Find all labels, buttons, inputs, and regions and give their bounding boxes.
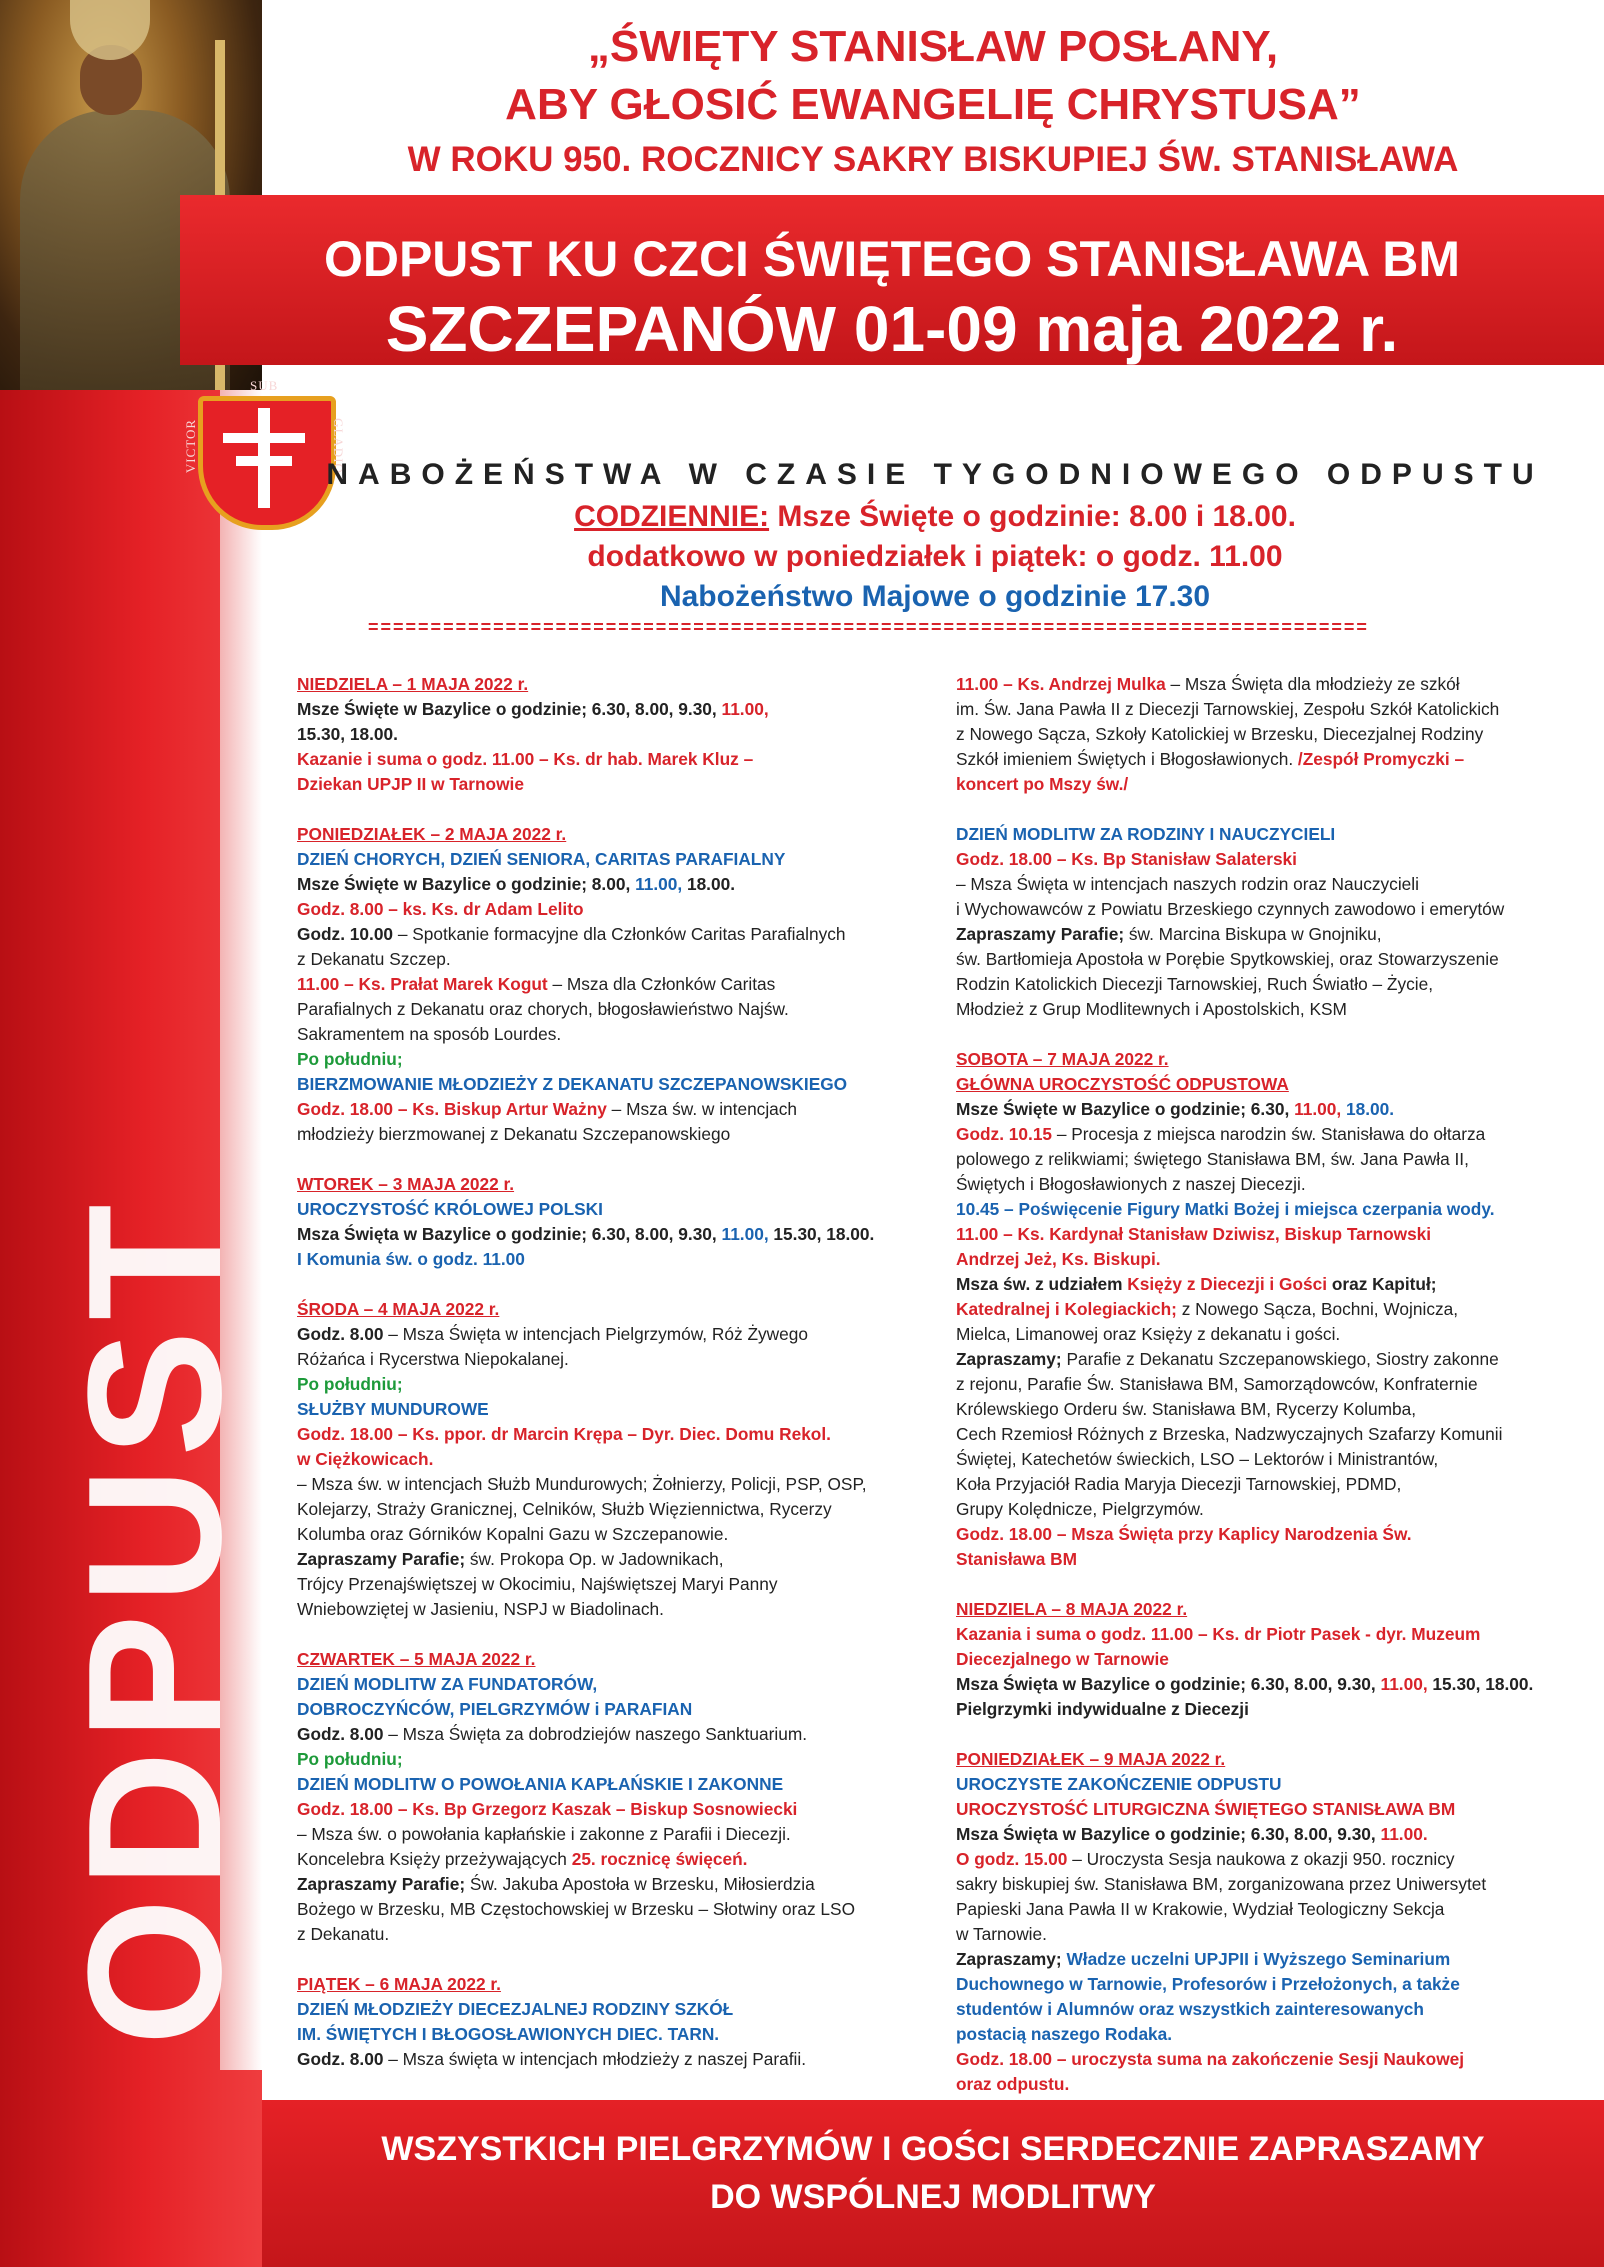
event-time: Godz. 8.00 [297, 1324, 384, 1344]
services-title: NABOŻEŃSTWA W CZASIE TYGODNIOWEGO ODPUSTU [326, 458, 1544, 491]
invite-text-cont: Trójcy Przenajświętszej w Okocimiu, Najświętszej Maryi Panny [297, 1574, 778, 1594]
concert-note-cont: koncert po Mszy św./ [956, 774, 1129, 794]
footer-invite-line-1: WSZYSTKICH PIELGRZYMÓW I GOŚCI SERDECZNIE ZAPRASZAMY [381, 2130, 1485, 2168]
invite-text-cont: studentów i Alumnów oraz wszystkich zainteresowanych [956, 1999, 1424, 2019]
masses-end: 15.30, 18.00. [297, 724, 398, 744]
day-block-sunday-8 [956, 1597, 1576, 1722]
masses-highlight: 11.00, [721, 699, 769, 719]
event-text: – Msza święta w intencjach młodzieży z naszej Parafii. [383, 2049, 807, 2069]
day-theme: UROCZYSTE ZAKOŃCZENIE ODPUSTU [956, 1774, 1282, 1794]
event-text: – Msza Święta w intencjach Pielgrzymów, Róż Żywego [383, 1324, 808, 1344]
day-theme: DZIEŃ CHORYCH, DZIEŃ SENIORA, CARITAS PARAFIALNY [297, 849, 786, 869]
emblem-motto-left: VICTOR [183, 418, 199, 474]
day-heading: NIEDZIELA – 8 MAJA 2022 r. [956, 1599, 1188, 1619]
event-text: – Msza św. o powołania kapłańskie i zakonne z Parafii i Diecezji. [297, 1824, 791, 1844]
event-text-cont: Różańca i Rycerstwa Niepokalanej. [297, 1349, 569, 1369]
communion-line: I Komunia św. o godz. 11.00 [297, 1249, 525, 1269]
masses-highlight: 11.00. [1380, 1824, 1428, 1844]
event-text: Koncelebra Księży przeżywających [297, 1849, 572, 1869]
sermon-line-2: Diecezjalnego w Tarnowie [956, 1649, 1169, 1669]
schedule-right-column [956, 672, 1576, 2122]
event-text: – Msza Święta za dobrodziejów naszego Sanktuarium. [383, 1724, 808, 1744]
invite-label: Zapraszamy Parafie; [297, 1549, 466, 1569]
event-text-cont: polowego z relikwiami; świętego Stanisława BM, św. Jana Pawła II, [956, 1149, 1469, 1169]
banner-dates: SZCZEPANÓW 01-09 maja 2022 r. [385, 293, 1399, 365]
afternoon-label: Po południu; [297, 1049, 403, 1069]
day-heading: PONIEDZIAŁEK – 9 MAJA 2022 r. [956, 1749, 1226, 1769]
masses-highlight: 11.00, [721, 1224, 769, 1244]
day-heading: PIĄTEK – 6 MAJA 2022 r. [297, 1974, 501, 1994]
emblem-motto-right: GLADIO [330, 418, 346, 474]
event-text-cont: z Nowego Sącza, Szkoły Katolickiej w Brzesku, Diecezjalnej Rodziny [956, 724, 1484, 744]
painting-mitre [70, 0, 150, 60]
anniversary-highlight: 25. rocznicę święceń. [571, 1849, 748, 1869]
masses-end: 15.30, 18.00. [768, 1224, 875, 1244]
event-text: Msza św. z udziałem [956, 1274, 1128, 1294]
invite-text-cont: Duchownego w Tarnowie, Profesorów i Przełożonych, a także [956, 1974, 1460, 1994]
masses-text: Msze Święte w Bazylice o godzinie; 6.30, [956, 1099, 1295, 1119]
emblem-motto-top: SUB [250, 378, 279, 393]
masses-text: Msza Święta w Bazylice o godzinie; 6.30, 8.00, 9.30, [956, 1674, 1381, 1694]
event-text-cont: młodzieży bierzmowanej z Dekanatu Szczepanowskiego [297, 1124, 731, 1144]
evening-mass: Godz. 18.00 – Msza Święta przy Kaplicy Narodzenia Św. [956, 1524, 1412, 1544]
schedule-left-column [297, 672, 907, 2097]
heading-line-1: „ŚWIĘTY STANISŁAW POSŁANY, [587, 22, 1279, 71]
banner-title: ODPUST KU CZCI ŚWIĘTEGO STANISŁAWA BM [323, 231, 1461, 287]
masses-highlight: 11.00, [1380, 1674, 1428, 1694]
event-text: z Nowego Sącza, Bochni, Wojnicza, [1176, 1299, 1459, 1319]
heading-line-3: W ROKU 950. ROCZNICY SAKRY BISKUPIEJ ŚW. STANISŁAWA [407, 140, 1459, 179]
masses-highlight-2: 18.00. [1345, 1099, 1395, 1119]
invite-text-cont: Rodzin Katolickich Diecezji Tarnowskiej, Ruch Światło – Życie, [956, 974, 1434, 994]
emblem-cross-arm-top [223, 433, 305, 443]
day-theme: GŁÓWNA UROCZYSTOŚĆ ODPUSTOWA [956, 1074, 1289, 1094]
guests-highlight: Księży z Diecezji i Gości [1127, 1274, 1328, 1294]
day-theme-cont: DOBROCZYŃCÓW, PIELGRZYMÓW i PARAFIAN [297, 1699, 693, 1719]
invite-text-cont: Świętej, Katechetów świeckich, LSO – Lektorów i Ministrantów, [956, 1449, 1439, 1469]
day-block-wednesday-4 [297, 1297, 907, 1622]
invite-label: Zapraszamy; [956, 1349, 1062, 1369]
afternoon-label: Po południu; [297, 1374, 403, 1394]
event-celebrant: 11.00 – Ks. Kardynał Stanisław Dziwisz, Biskup Tarnowski [956, 1224, 1432, 1244]
masses-text: Msza Święta w Bazylice o godzinie; 6.30, 8.00, 9.30, [297, 1224, 722, 1244]
masses-text: Msza Święta w Bazylice o godzinie; 6.30, 8.00, 9.30, [956, 1824, 1381, 1844]
event-text-cont: Sakramentem na sposób Lourdes. [297, 1024, 562, 1044]
event-line: Godz. 8.00 – ks. Ks. dr Adam Lelito [297, 899, 584, 919]
masses-text: Msze Święte w Bazylice o godzinie; 8.00, [297, 874, 636, 894]
event-text-cont: Parafialnych z Dekanatu oraz chorych, błogosławieństwo Najśw. [297, 999, 789, 1019]
invite-text-cont: św. Bartłomieja Apostoła w Porębie Spytkowskiej, oraz Stowarzyszenie [956, 949, 1499, 969]
day-block-friday-6 [297, 1972, 907, 2072]
footer-invite-line-2: DO WSPÓLNEJ MODLITWY [710, 2178, 1156, 2216]
day-theme: DZIEŃ MODLITW ZA FUNDATORÓW, [297, 1674, 598, 1694]
event-time: O godz. 15.00 [956, 1849, 1068, 1869]
day-heading: WTOREK – 3 MAJA 2022 r. [297, 1174, 515, 1194]
event-text-cont: Szkół imieniem Świętych i Błogosławionych. [956, 749, 1298, 769]
event-text-cont: z Dekanatu Szczep. [297, 949, 451, 969]
day-theme-2: DZIEŃ MODLITW O POWOŁANIA KAPŁAŃSKIE I ZAKONNE [297, 1774, 784, 1794]
daily-text: Msze Święte o godzinie: 8.00 i 18.00. [769, 500, 1296, 533]
invite-text-cont: z rejonu, Parafie Św. Stanisława BM, Samorządowców, Konfraternie [956, 1374, 1478, 1394]
blessing-line: 10.45 – Poświęcenie Figury Matki Bożej i miejsca czerpania wody. [956, 1199, 1495, 1219]
invite-text-cont: Młodzież z Grup Modlitewnych i Apostolskich, KSM [956, 999, 1347, 1019]
masses-highlight: 11.00, [1294, 1099, 1342, 1119]
event-text-cont: i Wychowawców z Powiatu Brzeskiego czynnych zawodowo i emerytów [956, 899, 1505, 919]
day-block-tuesday-3 [297, 1172, 907, 1272]
day-theme-2: DZIEŃ MODLITW ZA RODZINY I NAUCZYCIELI [956, 824, 1336, 844]
day-heading: SOBOTA – 7 MAJA 2022 r. [956, 1049, 1169, 1069]
event-text: – Procesja z miejsca narodzin św. Stanisława do ołtarza [1052, 1124, 1486, 1144]
day-theme: SŁUŻBY MUNDUROWE [297, 1399, 489, 1419]
event-celebrant: Godz. 18.00 – Ks. Bp Stanisław Salaterski [956, 849, 1297, 869]
event-celebrant-cont: w Ciężkowicach. [297, 1449, 434, 1469]
day-theme-2: BIERZMOWANIE MŁODZIEŻY Z DEKANATU SZCZEPANOWSKIEGO [297, 1074, 848, 1094]
event-text-end: oraz Kapituł; [1327, 1274, 1437, 1294]
event-celebrant: Godz. 18.00 – Ks. Bp Grzegorz Kaszak – Biskup Sosnowiecki [297, 1799, 798, 1819]
event-text-cont: w Tarnowie. [956, 1924, 1047, 1944]
concert-note: /Zespół Promyczki – [1297, 749, 1465, 769]
event-time: Godz. 10.00 [297, 924, 394, 944]
may-devotion: Nabożeństwo Majowe o godzinie 17.30 [659, 580, 1211, 613]
masses-text: Msze Święte w Bazylice o godzinie; 6.30, 8.00, 9.30, [297, 699, 722, 719]
day-theme: DZIEŃ MŁODZIEŻY DIECEZJALNEJ RODZINY SZKÓŁ [297, 1999, 734, 2019]
heading-line-2: ABY GŁOSIĆ EWANGELIĘ CHRYSTUSA” [505, 80, 1361, 129]
event-text: – Msza św. w intencjach Służb Mundurowych; Żołnierzy, Policji, PSP, OSP, [297, 1474, 867, 1494]
event-text: – Uroczysta Sesja naukowa z okazji 950. rocznicy [1067, 1849, 1455, 1869]
masses-end: 18.00. [682, 874, 736, 894]
sermon-line: Kazanie i suma o godz. 11.00 – Ks. dr hab. Marek Kluz – [297, 749, 754, 769]
event-celebrant: Godz. 18.00 – Ks. Biskup Artur Ważny [297, 1099, 607, 1119]
invite-text: Parafie z Dekanatu Szczepanowskiego, Siostry zakonne [1061, 1349, 1499, 1369]
invite-text: Św. Jakuba Apostoła w Brzesku, Miłosierdzia [465, 1874, 815, 1894]
event-text: – Msza Święta w intencjach naszych rodzin oraz Nauczycieli [956, 874, 1419, 894]
event-text: – Msza św. w intencjach [606, 1099, 798, 1119]
day-heading: CZWARTEK – 5 MAJA 2022 r. [297, 1649, 536, 1669]
day-block-sunday-1 [297, 672, 907, 797]
masses-highlight: 11.00, [635, 874, 683, 894]
daily-masses [270, 500, 1600, 534]
event-text-cont: Kolejarzy, Straży Granicznej, Celników, Służb Więziennictwa, Rycerzy [297, 1499, 832, 1519]
day-block-saturday-7 [956, 1047, 1576, 1572]
event-text-cont: im. Św. Jana Pawła II z Diecezji Tarnowskiej, Zespołu Szkół Katolickich [956, 699, 1500, 719]
day-block-monday-2 [297, 822, 907, 1147]
extra-masses: dodatkowo w poniedziałek i piątek: o godz. 11.00 [587, 540, 1283, 573]
invite-text-cont: Grupy Kolędnicze, Pielgrzymów. [956, 1499, 1204, 1519]
sermon-line-2: Dziekan UPJP II w Tarnowie [297, 774, 524, 794]
event-text-cont: Kolumba oraz Górników Kopalni Gazu w Szczepanowie. [297, 1524, 729, 1544]
invite-label: Zapraszamy Parafie; [956, 924, 1125, 944]
day-block-monday-9 [956, 1747, 1576, 2097]
event-text: – Msza dla Członków Caritas [547, 974, 776, 994]
event-text-cont: Mielca, Limanowej oraz Księży z dekanatu i gości. [956, 1324, 1341, 1344]
day-heading: NIEDZIELA – 1 MAJA 2022 r. [297, 674, 529, 694]
divider-line: ================================================================================ [368, 617, 1369, 635]
invite-text-cont: Bożego w Brzesku, MB Częstochowskiej w Brzesku – Słotwiny oraz LSO [297, 1899, 856, 1919]
invite-text: św. Prokopa Op. w Jadownikach, [465, 1549, 724, 1569]
invite-text: św. Marcina Biskupa w Gnojniku, [1124, 924, 1382, 944]
pilgrims-line: Pielgrzymki indywidualne z Diecezji [956, 1699, 1249, 1719]
event-celebrant-cont: Andrzej Jeż, Ks. Biskupi. [956, 1249, 1161, 1269]
side-word-odpust: ODPUST [49, 1194, 261, 2046]
event-celebrant: Godz. 18.00 – Ks. ppor. dr Marcin Krępa – Dyr. Diec. Domu Rekol. [297, 1424, 831, 1444]
afternoon-label: Po południu; [297, 1749, 403, 1769]
masses-end: 15.30, 18.00. [1427, 1674, 1534, 1694]
event-time: Godz. 8.00 [297, 1724, 384, 1744]
closing-mass-cont: oraz odpustu. [956, 2074, 1070, 2094]
day-theme-2: UROCZYSTOŚĆ LITURGICZNA ŚWIĘTEGO STANISŁAWA BM [956, 1799, 1456, 1819]
invite-label: Zapraszamy Parafie; [297, 1874, 466, 1894]
sermon-line: Kazania i suma o godz. 11.00 – Ks. dr Piotr Pasek - dyr. Muzeum [956, 1624, 1481, 1644]
invite-text-cont: Koła Przyjaciół Radia Maryja Diecezji Tarnowskiej, PDMD, [956, 1474, 1402, 1494]
daily-label: CODZIENNIE: [574, 500, 770, 533]
invite-text: Władze uczelni UPJPII i Wyższego Seminarium [1061, 1949, 1451, 1969]
invite-text-cont: z Dekanatu. [297, 1924, 390, 1944]
invite-label: Zapraszamy; [956, 1949, 1062, 1969]
day-heading: PONIEDZIAŁEK – 2 MAJA 2022 r. [297, 824, 567, 844]
closing-mass: Godz. 18.00 – uroczysta suma na zakończenie Sesji Naukowej [956, 2049, 1465, 2069]
event-time: Godz. 10.15 [956, 1124, 1053, 1144]
event-text-cont: sakry biskupiej św. Stanisława BM, zorganizowana przez Uniwersytet [956, 1874, 1487, 1894]
invite-text-cont: Królewskiego Orderu św. Stanisława BM, Rycerzy Kolumba, [956, 1399, 1417, 1419]
day-heading: ŚRODA – 4 MAJA 2022 r. [297, 1299, 500, 1319]
day-block-friday-6-evening [956, 822, 1576, 1022]
day-theme: UROCZYSTOŚĆ KRÓLOWEJ POLSKI [297, 1199, 603, 1219]
invite-text-cont: Wniebowziętej w Jasieniu, NSPJ w Biadolinach. [297, 1599, 664, 1619]
event-time: Godz. 8.00 [297, 2049, 384, 2069]
invite-text-cont: Cech Rzemiosł Różnych z Brzeska, Nadzwyczajnych Szafarzy Komunii [956, 1424, 1503, 1444]
invite-text-cont: postacią naszego Rodaka. [956, 2024, 1173, 2044]
day-block-friday-6-cont [956, 672, 1576, 797]
event-text-cont: Świętych i Błogosławionych z naszej Diecezji. [956, 1174, 1306, 1194]
event-text: – Spotkanie formacyjne dla Członków Caritas Parafialnych [393, 924, 846, 944]
evening-mass-cont: Stanisława BM [956, 1549, 1078, 1569]
day-block-thursday-5 [297, 1647, 907, 1947]
event-celebrant: 11.00 – Ks. Prałat Marek Kogut [297, 974, 548, 994]
event-text-cont: Papieski Jana Pawła II w Krakowie, Wydział Teologiczny Sekcja [956, 1899, 1445, 1919]
day-theme-cont: IM. ŚWIĘTYCH I BŁOGOSŁAWIONYCH DIEC. TARN. [297, 2024, 720, 2044]
chapters-highlight: Katedralnej i Kolegiackich; [956, 1299, 1177, 1319]
event-celebrant: 11.00 – Ks. Andrzej Mulka [956, 674, 1166, 694]
event-text: – Msza Święta dla młodzieży ze szkół [1165, 674, 1460, 694]
